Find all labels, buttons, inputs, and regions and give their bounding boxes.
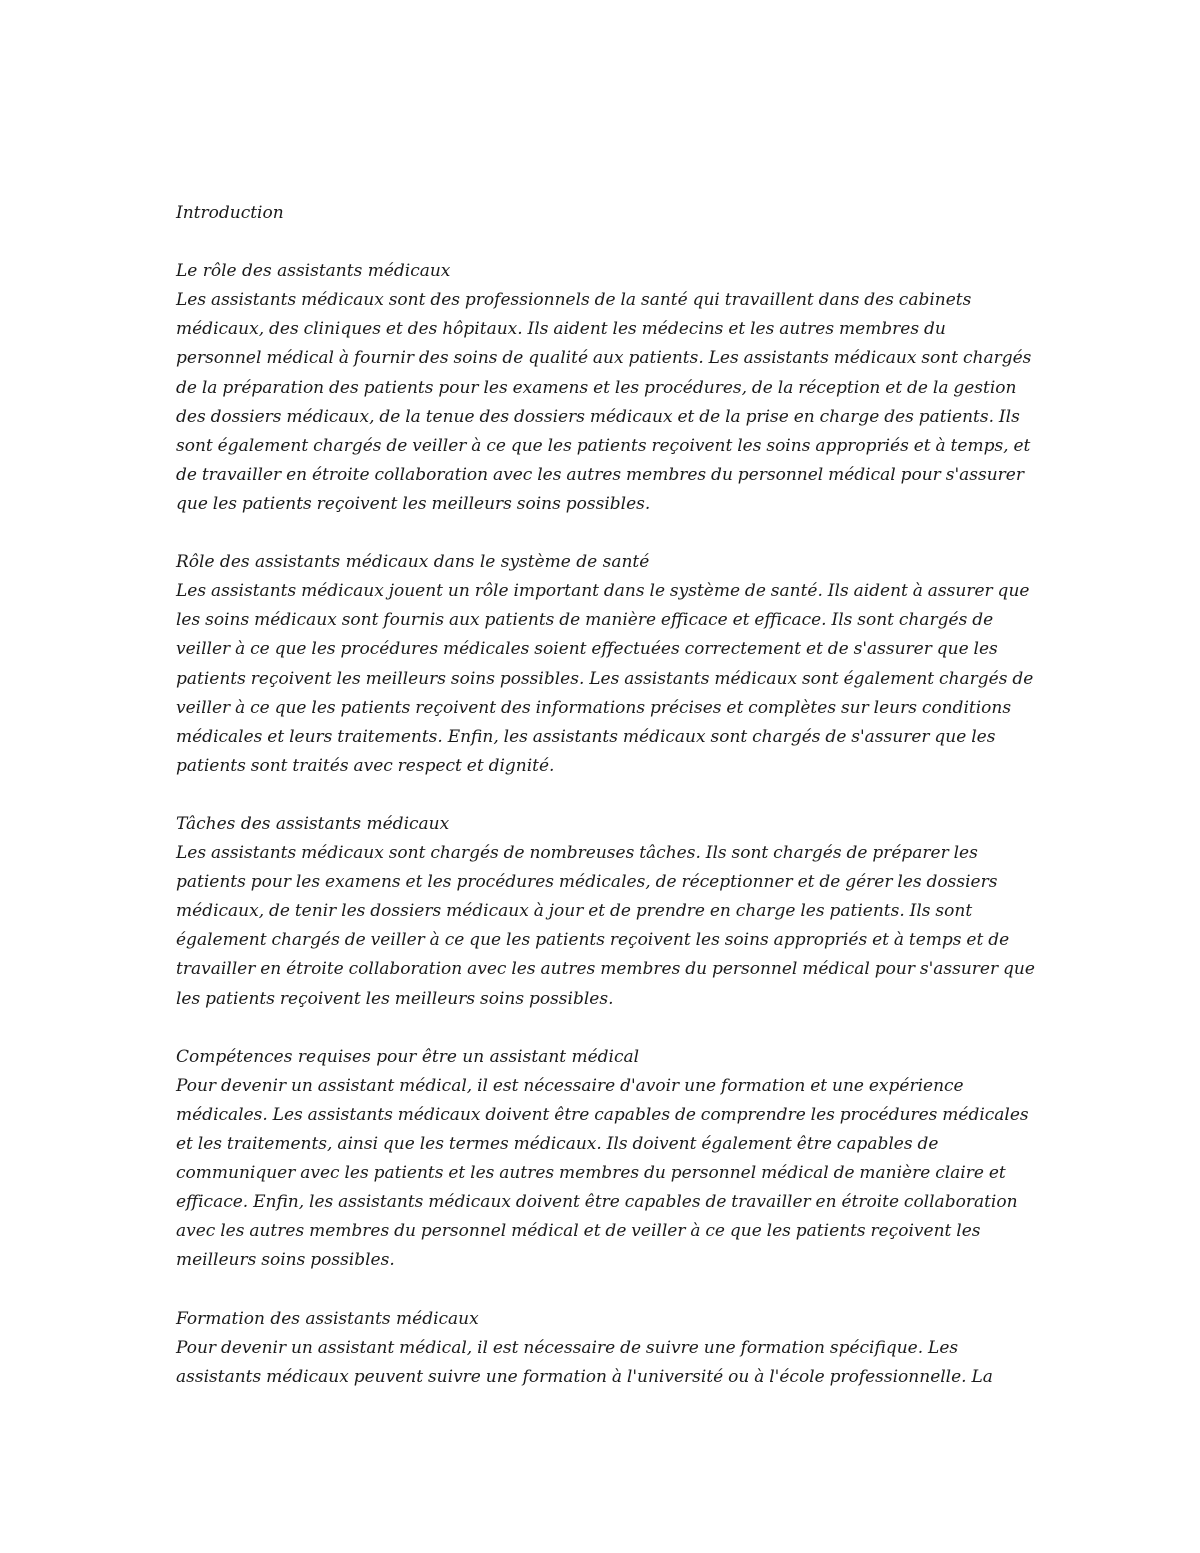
section-body: Les assistants médicaux jouent un rôle important dans le système de santé. Ils aident à assurer que les soins médicaux sont fournis aux patients de manière efficace et efficace. Ils sont chargés de veiller à ce que les procédures médicales soient effectuées correctement et de s'assurer que les patients reçoivent les meilleurs soins possibles. Les assistants médicaux sont également chargés de veiller à ce que les patients reçoivent des informations précises et complètes sur leurs conditions médicales et leurs traitements. Enfin, les assistants médicaux sont chargés de s'assurer que les patients sont traités avec respect et dignité.	[176, 581, 1034, 776]
section-title: Le rôle des assistants médicaux	[176, 261, 451, 282]
section-role	[176, 257, 1036, 519]
section-body: Les assistants médicaux sont des professionnels de la santé qui travaillent dans des cabinets médicaux, des cliniques et des hôpitaux. Ils aident les médecins et les autres membres du personnel médical à fournir des soins de qualité aux patients. Les assistants médicaux sont chargés de la préparation des patients pour les examens et les procédures, de la réception et de la gestion des dossiers médicaux, de la tenue des dossiers médicaux et de la prise en charge des patients. Ils sont également chargés de veiller à ce que les patients reçoivent les soins appropriés et à temps, et de travailler en étroite collaboration avec les autres membres du personnel médical pour s'assurer que les patients reçoivent les meilleurs soins possibles.	[176, 290, 1032, 514]
section-tasks	[176, 810, 1036, 1014]
section-body: Les assistants médicaux sont chargés de nombreuses tâches. Ils sont chargés de préparer les patients pour les examens et les procédures médicales, de réceptionner et de gérer les dossiers médicaux, de tenir les dossiers médicaux à jour et de prendre en charge les patients. Ils sont également chargés de veiller à ce que les patients reçoivent les soins appropriés et à temps et de travailler en étroite collaboration avec les autres membres du personnel médical pour s'assurer que les patients reçoivent les meilleurs soins possibles.	[176, 843, 1035, 1009]
section-health-system	[176, 548, 1036, 781]
section-title: Compétences requises pour être un assistant médical	[176, 1046, 640, 1067]
section-body: Pour devenir un assistant médical, il est nécessaire de suivre une formation spécifique. Les assistants médicaux peuvent suivre une formation à l'université ou à l'école professionnelle. La	[176, 1337, 993, 1387]
section-body: Pour devenir un assistant médical, il est nécessaire d'avoir une formation et une expérience médicales. Les assistants médicaux doivent être capables de comprendre les procédures médicales et les traitements, ainsi que les termes médicaux. Ils doivent également être capables de communiquer avec les patients et les autres membres du personnel médical de manière claire et efficace. Enfin, les assistants médicaux doivent être capables de travailler en étroite collaboration avec les autres membres du personnel médical et de veiller à ce que les patients reçoivent les meilleurs soins possibles.	[176, 1075, 1029, 1271]
document-page	[176, 199, 1036, 1421]
section-skills	[176, 1043, 1036, 1276]
section-title: Tâches des assistants médicaux	[176, 813, 450, 834]
section-training	[176, 1305, 1036, 1392]
section-title: Formation des assistants médicaux	[176, 1308, 479, 1329]
intro-heading: Introduction	[176, 203, 284, 223]
section-title: Rôle des assistants médicaux dans le système de santé	[176, 552, 650, 573]
